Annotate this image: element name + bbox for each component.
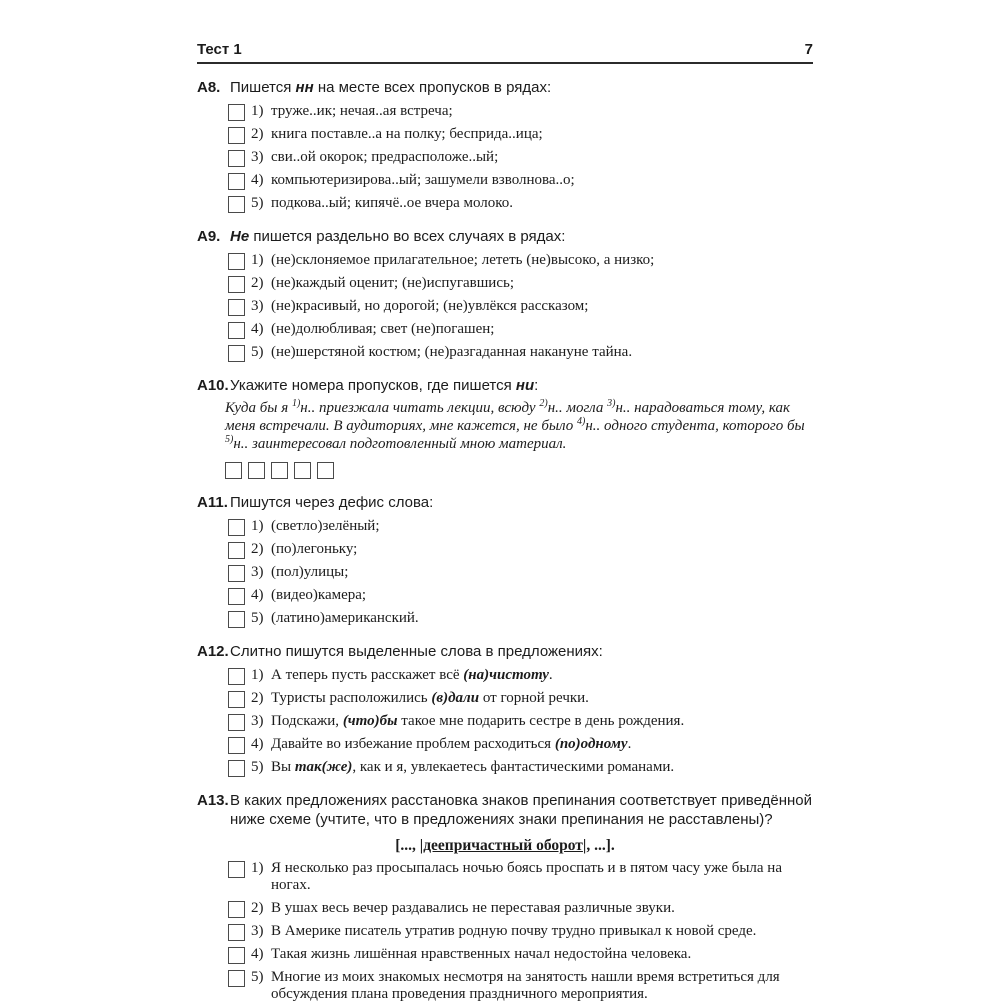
text-segment: Давайте во избежание проблем расходиться [271, 735, 555, 752]
option-text [271, 713, 813, 730]
option-text [271, 667, 813, 684]
option-text [271, 172, 813, 189]
text-segment: труже..ик; нечая..ая встреча; [271, 102, 453, 119]
text-segment: книга поставле..а на полку; бесприда..ица; [271, 125, 543, 142]
answer-checkbox[interactable] [228, 588, 245, 605]
option-number: 2) [251, 541, 264, 557]
option-number: 2) [251, 689, 264, 706]
option-text [271, 690, 813, 707]
option-text [271, 900, 813, 917]
option-text [271, 103, 813, 120]
option-number: 5) [251, 343, 264, 360]
text-segment: от горной речки. [479, 689, 589, 706]
option-row-A13-4 [228, 946, 813, 964]
answer-checkbox[interactable] [228, 299, 245, 316]
answer-checkbox[interactable] [271, 462, 288, 479]
text-segment: Пишутся через дефис слова: [230, 494, 434, 512]
option-text [271, 252, 813, 269]
text-segment: (не)склоняемое прилагательное; лететь (не)высоко, а низко; [271, 251, 655, 268]
question-A9 [197, 228, 813, 362]
option-number: 4) [251, 735, 264, 752]
option-number: 1) [251, 102, 264, 119]
answer-checkbox[interactable] [228, 565, 245, 582]
answer-checkbox[interactable] [228, 737, 245, 754]
question-prompt-A8 [230, 79, 813, 98]
question-label-A8: А8. [197, 79, 221, 96]
header-rule [197, 62, 813, 64]
text-segment: так(же) [294, 758, 353, 775]
text-segment: подкова..ый; кипячё..ое вчера молоко. [271, 194, 514, 211]
option-text [271, 275, 813, 292]
text-segment: Подскажи, [271, 712, 343, 729]
answer-checkbox[interactable] [228, 322, 245, 339]
question-prompt-A9 [230, 228, 813, 247]
text-segment: нн [295, 79, 314, 96]
option-row-A12-2 [228, 690, 813, 708]
question-head-A12 [197, 643, 813, 662]
text-segment: н.. нарадоваться тому, как меня встречали. В аудиториях, мне кажется, не было [225, 400, 791, 435]
text-segment: 4) [577, 416, 586, 428]
option-row-A9-1 [228, 252, 813, 270]
option-text [271, 564, 813, 581]
option-text [271, 126, 813, 143]
text-segment: (светло)зелёный; [271, 518, 380, 534]
option-text [271, 610, 813, 627]
question-A12 [197, 643, 813, 777]
answer-checkbox[interactable] [228, 668, 245, 685]
answer-checkbox[interactable] [317, 462, 334, 479]
text-segment: (по)легоньку; [271, 541, 358, 557]
answer-checkbox[interactable] [228, 196, 245, 213]
question-prompt-A11 [230, 494, 813, 513]
option-text [271, 321, 813, 338]
answer-checkbox[interactable] [228, 276, 245, 293]
question-prompt-A13 [230, 792, 813, 830]
question-label-A11: А11. [197, 494, 228, 512]
text-segment: деепричастный оборот [423, 837, 583, 855]
text-segment: . [627, 735, 632, 752]
option-row-A9-5 [228, 344, 813, 362]
test-title: Тест 1 [197, 41, 242, 58]
text-segment: , как и я, увлекаетесь фантастическими романами. [352, 758, 675, 775]
option-number: 4) [251, 945, 264, 962]
text-segment: Туристы расположились [271, 689, 432, 706]
question-head-A13 [197, 792, 813, 830]
option-row-A9-2 [228, 275, 813, 293]
text-segment: В Америке писатель утратив родную почву трудно привыкал к новой среде. [271, 922, 757, 939]
question-A13 [197, 792, 813, 1003]
option-row-A13-2 [228, 900, 813, 918]
option-row-A13-3 [228, 923, 813, 941]
option-text [271, 587, 813, 604]
answer-checkbox[interactable] [228, 924, 245, 941]
answer-checkbox[interactable] [228, 970, 245, 987]
answer-boxes-row [225, 461, 813, 479]
question-label-A10: А10. [197, 376, 229, 394]
text-segment: сви..ой окорок; предрасположе..ый; [271, 148, 499, 165]
text-segment: 2) [539, 398, 548, 410]
answer-checkbox[interactable] [228, 611, 245, 628]
text-segment: . [548, 666, 553, 683]
text-segment: Такая жизнь лишённая нравственных начал недостойна человека. [271, 945, 692, 962]
text-segment: Не [230, 227, 250, 245]
text-segment: компьютеризирова..ый; зашумели взволнова..о; [271, 171, 575, 188]
option-text [271, 969, 813, 1003]
option-row-A8-4 [228, 172, 813, 190]
option-row-A8-5 [228, 195, 813, 213]
text-segment: (на)чистоту [463, 666, 549, 683]
option-text [271, 298, 813, 315]
text-segment: Вы [271, 758, 295, 775]
answer-checkbox[interactable] [228, 760, 245, 777]
option-row-A9-4 [228, 321, 813, 339]
text-segment: пишется раздельно во всех случаях в рядах: [249, 227, 566, 245]
option-number: 4) [251, 171, 264, 188]
question-A11 [197, 494, 813, 628]
option-row-A11-3 [228, 564, 813, 582]
questions-list [197, 79, 813, 1003]
text-segment: н.. могла [547, 400, 608, 417]
text-segment: Куда бы я [225, 400, 292, 417]
option-text [271, 149, 813, 166]
text-segment: (не)шерстяной костюм; (не)разгаданная накануне тайна. [271, 343, 633, 360]
question-prompt-A10 [230, 377, 813, 396]
option-number: 1) [251, 251, 264, 268]
option-number: 5) [251, 968, 264, 985]
text-segment: В каких предложениях расстановка знаков препинания соответствует приведённой ниже схеме (учтите, что в предложениях знаки препинания не расставлены)? [230, 791, 812, 828]
option-number: 4) [251, 587, 264, 603]
text-segment: ни [515, 376, 535, 394]
text-segment: (в)дали [431, 689, 480, 706]
option-row-A12-4 [228, 736, 813, 754]
option-number: 2) [251, 899, 264, 916]
question-label-A13: А13. [197, 791, 229, 809]
question-A8 [197, 79, 813, 213]
answer-checkbox[interactable] [225, 462, 242, 479]
text-segment: Я несколько раз просыпалась ночью боясь проспать и в пятом часу уже была на ногах. [271, 860, 782, 894]
question-head-A10 [197, 377, 813, 396]
question-prompt-A12 [230, 643, 813, 662]
question-head-A9 [197, 228, 813, 247]
option-number: 4) [251, 320, 264, 337]
text-segment: 1) [291, 398, 301, 410]
answer-checkbox[interactable] [228, 519, 245, 536]
option-text [271, 344, 813, 361]
text-segment: (латино)американский. [271, 610, 419, 626]
text-segment: (по)одному [554, 735, 628, 752]
option-text [271, 923, 813, 940]
option-row-A12-5 [228, 759, 813, 777]
text-segment: |, ...]. [582, 837, 615, 855]
text-segment: [..., | [395, 837, 424, 855]
text-segment: н.. заинтересовал подготовленный мною материал. [233, 436, 567, 453]
answer-checkbox[interactable] [228, 150, 245, 167]
answer-checkbox[interactable] [228, 345, 245, 362]
option-row-A8-2 [228, 126, 813, 144]
text-segment: н.. одного студента, которого бы [585, 418, 805, 435]
answer-checkbox[interactable] [228, 714, 245, 731]
text-segment: 3) [607, 398, 616, 410]
text-segment: (не)каждый оценит; (не)испугавшись; [271, 274, 514, 291]
question-head-A8 [197, 79, 813, 98]
text-segment: Укажите номера пропусков, где пишется [230, 376, 516, 394]
option-number: 5) [251, 194, 264, 211]
options-list-A9 [228, 252, 813, 362]
option-row-A11-1 [228, 518, 813, 536]
options-list-A12 [228, 667, 813, 777]
options-list-A11 [228, 518, 813, 628]
option-text [271, 736, 813, 753]
option-text [271, 759, 813, 776]
question-label-A12: А12. [197, 643, 229, 660]
text-segment: (не)долюбливая; свет (не)погашен; [271, 320, 495, 337]
question-label-A9: А9. [197, 227, 221, 245]
option-row-A13-5 [228, 969, 813, 1003]
option-number: 1) [251, 666, 264, 683]
text-segment: такое мне подарить сестре в день рождения. [397, 712, 685, 729]
page-header [197, 40, 813, 59]
option-text [271, 541, 813, 558]
option-row-A8-3 [228, 149, 813, 167]
option-number: 3) [251, 922, 264, 939]
text-segment: 5) [225, 434, 234, 446]
text-segment: (видео)камера; [271, 587, 367, 603]
answer-checkbox[interactable] [228, 861, 245, 878]
answer-checkbox[interactable] [228, 127, 245, 144]
option-row-A11-5 [228, 610, 813, 628]
option-row-A9-3 [228, 298, 813, 316]
option-number: 5) [251, 758, 264, 775]
answer-checkbox[interactable] [228, 947, 245, 964]
option-number: 3) [251, 148, 264, 165]
answer-checkbox[interactable] [228, 253, 245, 270]
text-segment: н.. приезжала читать лекции, всюду [300, 400, 540, 417]
text-segment: (пол)улицы; [271, 564, 349, 580]
option-text [271, 860, 813, 895]
option-number: 1) [251, 518, 264, 534]
text-segment: Пишется [230, 79, 296, 96]
text-segment: : [534, 376, 539, 394]
answer-checkbox[interactable] [228, 691, 245, 708]
option-number: 3) [251, 564, 264, 580]
text-segment: на месте всех пропусков в рядах: [313, 79, 552, 96]
option-row-A13-1 [228, 860, 813, 895]
option-number: 5) [251, 610, 264, 626]
text-segment: Слитно пишутся выделенные слова в предложениях: [230, 643, 603, 660]
option-text [271, 195, 813, 212]
option-row-A11-4 [228, 587, 813, 605]
answer-checkbox[interactable] [228, 104, 245, 121]
option-number: 2) [251, 125, 264, 142]
punctuation-scheme [197, 837, 813, 855]
option-number: 1) [251, 860, 264, 877]
option-number: 3) [251, 297, 264, 314]
answer-checkbox[interactable] [228, 542, 245, 559]
passage-text-A10 [225, 399, 813, 453]
text-segment: В ушах весь вечер раздавались не переставая различные звуки. [271, 899, 675, 916]
option-row-A12-3 [228, 713, 813, 731]
options-list-A8 [228, 103, 813, 213]
question-A10 [197, 377, 813, 480]
text-segment: Многие из моих знакомых несмотря на занятость нашли время встретиться для обсуждения плана проведения праздничного мероприятия. [271, 968, 780, 1002]
text-segment: А теперь пусть расскажет всё [271, 666, 464, 683]
option-text [271, 946, 813, 963]
option-row-A12-1 [228, 667, 813, 685]
question-head-A11 [197, 494, 813, 513]
answer-checkbox[interactable] [228, 901, 245, 918]
text-segment: (не)красивый, но дорогой; (не)увлёкся рассказом; [271, 297, 589, 314]
option-number: 3) [251, 712, 264, 729]
answer-checkbox[interactable] [228, 173, 245, 190]
answer-checkbox[interactable] [248, 462, 265, 479]
page-number: 7 [804, 41, 813, 58]
answer-checkbox[interactable] [294, 462, 311, 479]
option-number: 2) [251, 274, 264, 291]
text-segment: (что)бы [342, 712, 398, 729]
option-text [271, 518, 813, 535]
option-row-A11-2 [228, 541, 813, 559]
option-row-A8-1 [228, 103, 813, 121]
options-list-A13 [228, 860, 813, 1003]
